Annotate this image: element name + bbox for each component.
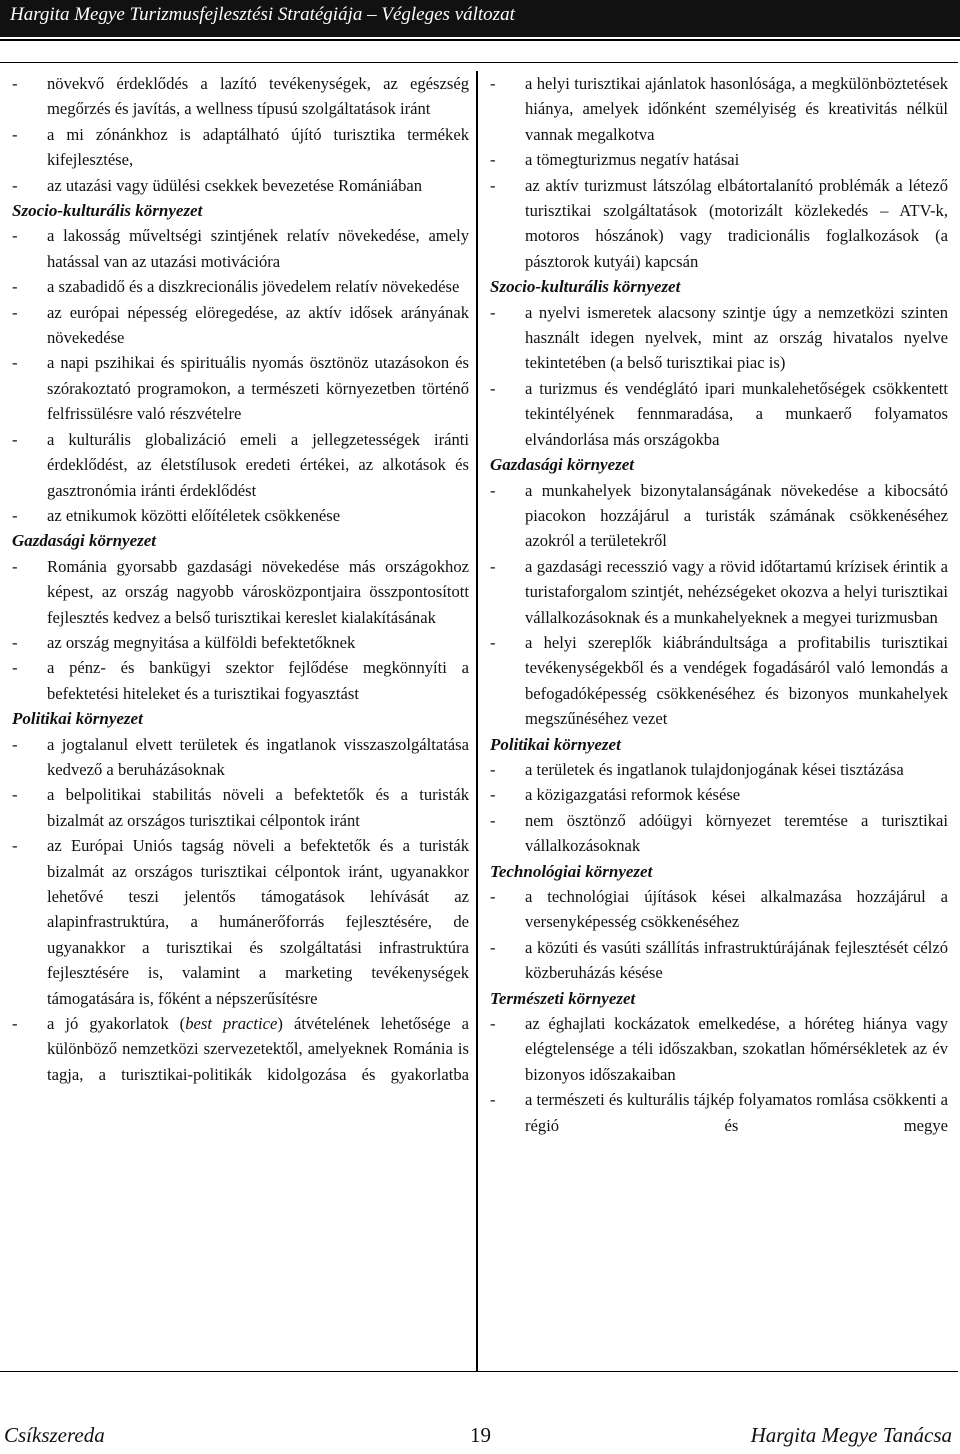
item-text: a pénz- és bankügyi szektor fejlődése megkönnyíti a befektetési hiteleket és a turisztikai fogyasztást — [47, 658, 469, 703]
bullet-dash: - — [12, 74, 18, 93]
list-item — [490, 630, 948, 732]
item-text: a technológiai újítások kései alkalmazása hozzájárul a versenyképesség csökkenéséhez — [525, 887, 948, 932]
bullet-dash: - — [490, 556, 496, 576]
item-text: nem ösztönző adóügyi környezet teremtése a turisztikai vállalkozásoknak — [525, 810, 948, 856]
bullet-dash: - — [490, 887, 496, 906]
right-column — [477, 71, 958, 1371]
bullet-dash: - — [12, 505, 18, 525]
bullet-dash: - — [490, 480, 496, 500]
list-item — [490, 1087, 948, 1138]
list-item — [490, 173, 948, 275]
list-item — [12, 173, 469, 198]
item-text: ) átvételének lehetősége a különböző nemzetközi szervezetektől, amelyeknek Románia is tagja, a turisztikai-politikák kidolgozása és gyakorlatba — [47, 1014, 469, 1084]
item-text: a jó gyakorlatok ( — [47, 1014, 186, 1034]
list-item — [12, 655, 469, 706]
bullet-dash: - — [490, 810, 496, 830]
list-item — [12, 71, 469, 122]
header-bar — [0, 0, 960, 37]
list-item — [12, 300, 469, 351]
item-text: Románia gyorsabb gazdasági növekedése más országokhoz képest, az ország nagyobb városközpontjaira összpontosított fejlesztés kedvez a belső turisztikai kereslet kialakításának — [47, 556, 469, 627]
list-item — [12, 503, 469, 528]
list-item — [12, 350, 469, 426]
page-number: 19 — [470, 1423, 491, 1447]
bullet-dash: - — [12, 785, 18, 805]
footer-publisher: Hargita Megye Tanácsa — [750, 1423, 952, 1447]
section-heading: Politikai környezet — [12, 709, 143, 729]
item-text: a munkahelyek bizonytalanságának növekedése a kibocsátó piacokon hozzájárul a turisták számának csökkenéséhez azokról a területekről — [525, 480, 948, 551]
list-item — [490, 147, 948, 172]
item-text: a kulturális globalizáció emeli a jellegzetességek iránti érdeklődést, az életstílusok eredeti értékei, az alkotások és gasztronómia iránti érdeklődést — [47, 429, 469, 500]
list-item — [490, 757, 948, 782]
bullet-dash: - — [490, 759, 496, 779]
section-heading: Szocio-kulturális környezet — [490, 277, 681, 297]
item-text: a helyi szereplők kiábrándultsága a profitabilis turisztikai tevékenységekből és a vendégek fogadásáról való lemondás a befogadóképesség csökkenéséhez és bizonyos munkahelyek megszűnéséhez vezet — [525, 632, 948, 729]
section-heading: Természeti környezet — [490, 988, 636, 1008]
header-divider — [0, 39, 960, 41]
bullet-dash: - — [490, 150, 496, 170]
list-item — [12, 833, 469, 1011]
item-text: a tömegturizmus negatív hatásai — [525, 150, 740, 170]
bullet-dash: - — [490, 1090, 496, 1110]
section-heading: Gazdasági környezet — [12, 531, 157, 551]
item-text: a közigazgatási reformok késése — [525, 785, 741, 805]
bullet-dash: - — [490, 378, 496, 398]
bullet-dash: - — [12, 658, 18, 678]
item-text: a belpolitikai stabilitás növeli a befektetők és a turisták bizalmát az országos turisztikai célpontok iránt — [47, 785, 469, 830]
item-text: a napi pszihikai és spirituális nyomás ösztönöz utazásokon és szórakoztató programokon, a természeti környezetben történő felfrissülésre való részvételre — [47, 353, 469, 424]
list-item — [12, 223, 469, 274]
bullet-dash: - — [12, 302, 18, 322]
bullet-dash: - — [490, 937, 496, 957]
item-text: az utazási vagy üdülési csekkek bevezetése Romániában — [47, 175, 423, 195]
item-text: a gazdasági recesszió vagy a rövid időtartamú krízisek érintik a turistaforgalom szintjét, nehézségeket okozva a helyi turisztikai vállalkozásoknak és a munkahelyeknek a megyei turizmusban — [525, 556, 948, 627]
item-text: a szabadidő és a diszkrecionális jövedelem relatív növekedése — [47, 277, 460, 297]
section-heading: Gazdasági környezet — [490, 455, 635, 475]
list-item — [490, 782, 948, 807]
bullet-dash: - — [490, 632, 496, 652]
list-item — [12, 554, 469, 630]
list-item — [12, 1011, 469, 1087]
list-item — [490, 300, 948, 376]
item-text: az európai népesség elöregedése, az aktív idősek arányának növekedése — [47, 302, 469, 348]
item-text: a turizmus és vendéglátó ipari munkalehetőségek csökkentett tekintélyének fennmaradása, a munkaerő folyamatos elvándorlása más országokba — [525, 378, 948, 449]
item-text: az éghajlati kockázatok emelkedése, a hóréteg hiánya vagy elégtelensége a téli időszakban, szokatlan hőmérsékletek az év bizonyos időszakaiban — [525, 1014, 948, 1084]
item-text: a lakosság műveltségi szintjének relatív növekedése, amely hatással van az utazási motivációra — [47, 226, 469, 271]
bullet-dash: - — [12, 556, 18, 576]
list-item — [490, 1011, 948, 1087]
bullet-dash: - — [12, 1014, 18, 1034]
list-item — [12, 782, 469, 833]
bullet-dash: - — [12, 632, 18, 652]
list-item — [12, 274, 469, 299]
list-item — [490, 884, 948, 935]
bullet-dash: - — [12, 277, 18, 297]
page-footer — [0, 1420, 960, 1454]
item-text: a nyelvi ismeretek alacsony szintje úgy a nemzetközi szinten használt idegen nyelvek, mint az ország hivatalos nyelve tekintetében (a belső turisztikai piac is) — [525, 302, 948, 373]
document-title: Hargita Megye Turizmusfejlesztési Stratégiája – Végleges változat — [10, 4, 515, 25]
item-text: a mi zónánkhoz is adaptálható újító turisztika termékek kifejlesztése, — [47, 124, 469, 170]
left-column — [0, 71, 477, 1371]
bullet-dash: - — [12, 836, 18, 856]
section-heading: Politikai környezet — [490, 734, 621, 754]
list-item — [12, 427, 469, 503]
item-text: a jogtalanul elvett területek és ingatlanok visszaszolgáltatása kedvező a beruházásoknak — [47, 734, 469, 779]
footer-location: Csíkszereda — [4, 1423, 105, 1447]
bullet-dash: - — [12, 353, 18, 373]
bullet-dash: - — [12, 429, 18, 449]
list-item — [490, 554, 948, 630]
item-text: az ország megnyitása a külföldi befektetőknek — [47, 632, 356, 652]
section-heading: Technológiai környezet — [490, 861, 653, 881]
bullet-dash: - — [12, 175, 18, 195]
bullet-dash: - — [490, 175, 496, 195]
section-heading: Szocio-kulturális környezet — [12, 201, 203, 221]
bullet-dash: - — [490, 302, 496, 322]
content-table — [0, 62, 958, 1372]
list-item — [12, 732, 469, 783]
list-item — [490, 935, 948, 986]
bullet-dash: - — [12, 226, 18, 246]
item-text: növekvő érdeklődés a lazító tevékenységek, az egészség megőrzés és javítás, a wellness típusú szolgáltatások iránt — [47, 74, 469, 119]
bullet-dash: - — [12, 124, 18, 144]
item-text-italic: best practice — [185, 1014, 278, 1034]
list-item — [490, 376, 948, 452]
list-item — [490, 478, 948, 554]
item-text: a természeti és kulturális tájkép folyamatos romlása csökkenti a régió és megye — [525, 1090, 949, 1135]
list-item — [490, 71, 948, 147]
item-text: az etnikumok közötti előítéletek csökkenése — [47, 505, 341, 525]
item-text: az Európai Uniós tagság növeli a befektetők és a turisták bizalmát az országos turisztikai célpontok iránt, ugyanakkor lehetővé teszi jelentős támogatások lehívását az alapinfrastruktúra, a humánerőforrás fejlesztésére, de ugyanakkor a turisztikai és szolgáltatási infrastruktúra fejlesztésére is, valamint a marketing tevékenységek támogatására is, főként a népszerűsítésre — [47, 836, 469, 1008]
item-text: a közúti és vasúti szállítás infrastruktúrájának fejlesztését célzó közberuházás késése — [525, 937, 948, 983]
bullet-dash: - — [12, 734, 18, 754]
list-item — [490, 808, 948, 859]
bullet-dash: - — [490, 785, 496, 805]
list-item — [12, 630, 469, 655]
item-text: az aktív turizmust látszólag elbátortalanító problémák a létező turisztikai szolgáltatások (motorizált közlekedés – ATV-k, motoros hószánok) vagy tradicionális foglalkozások (a pásztorok kutyái) kapcsán — [525, 175, 948, 271]
list-item — [12, 122, 469, 173]
item-text: a helyi turisztikai ajánlatok hasonlósága, a megkülönböztetések hiánya, amelyek időnként személyiség és kreativitás nélkül vannak megalkotva — [525, 74, 948, 144]
item-text: a területek és ingatlanok tulajdonjogának kései tisztázása — [525, 759, 904, 779]
bullet-dash: - — [490, 74, 496, 93]
bullet-dash: - — [490, 1014, 496, 1034]
